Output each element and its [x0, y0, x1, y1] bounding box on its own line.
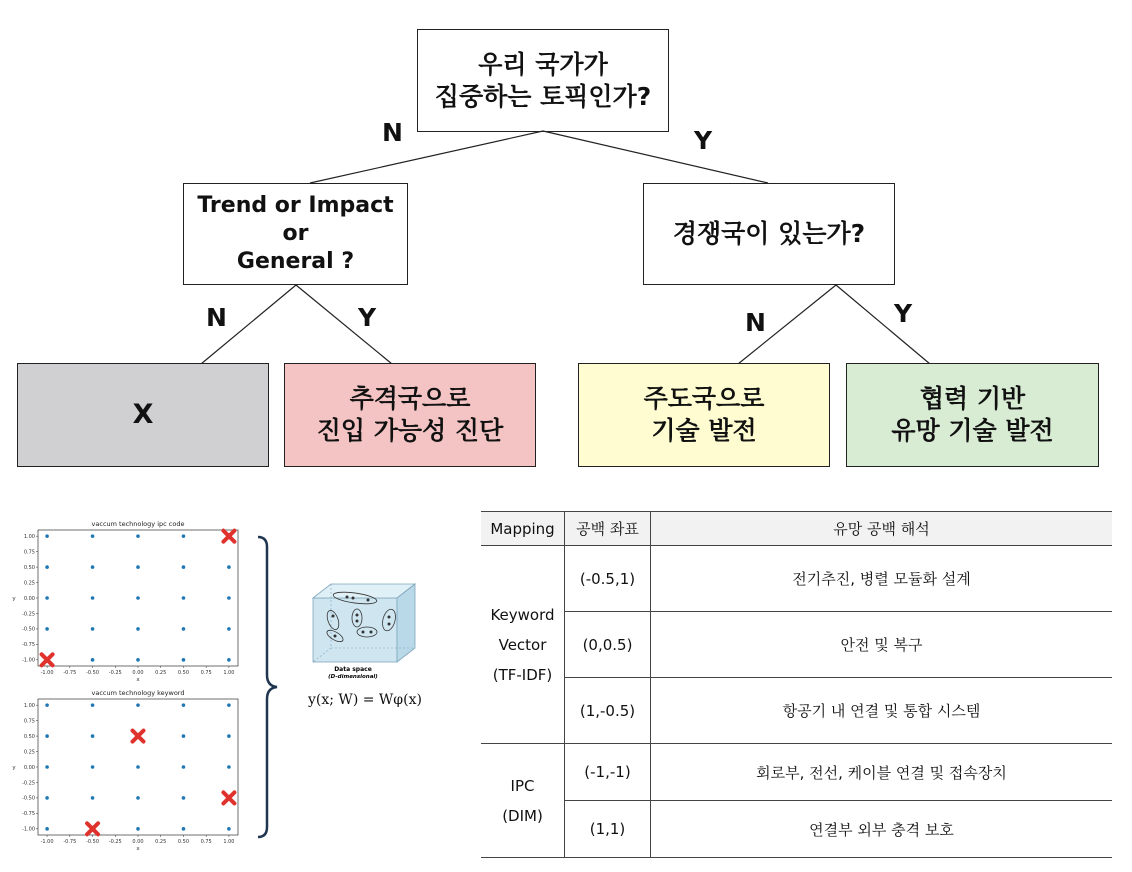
- x-tick-label: 0.75: [200, 839, 212, 845]
- data-point: [45, 765, 49, 769]
- x-tick-label: -1.00: [40, 670, 54, 676]
- data-point: [227, 703, 231, 707]
- cell-coordinate: (1,1): [565, 801, 651, 858]
- data-point: [182, 596, 186, 600]
- data-point: [91, 703, 95, 707]
- cube-subtitle: (D-dimensional): [328, 674, 378, 680]
- data-point: [182, 765, 186, 769]
- mapping-ipc: IPC (DIM): [481, 744, 565, 858]
- cube-title: Data space: [334, 666, 372, 673]
- data-point: [45, 796, 49, 800]
- data-point: [182, 658, 186, 662]
- header-mapping: Mapping: [481, 512, 565, 546]
- edge-right-leaf4: [836, 285, 930, 364]
- edge-root-right: [543, 131, 768, 183]
- leaf-leader: [578, 363, 830, 467]
- cell-coordinate: (0,0.5): [565, 612, 651, 678]
- data-point: [91, 534, 95, 538]
- header-interpretation: 유망 공백 해석: [651, 512, 1113, 546]
- data-point: [136, 827, 140, 831]
- data-point: [45, 534, 49, 538]
- trend-line1: Trend or Impact or: [197, 192, 394, 246]
- y-tick-label: -1.00: [22, 826, 35, 833]
- brace: [255, 535, 285, 840]
- y-tick-label: 0.00: [23, 595, 35, 602]
- y-tick-label: -0.25: [22, 611, 35, 618]
- edge-root-left: [310, 131, 543, 183]
- plot-title: vaccum technology keyword: [91, 689, 185, 697]
- x-tick-label: 1.00: [223, 839, 235, 845]
- data-point: [227, 765, 231, 769]
- x-tick-label: 0.50: [177, 839, 190, 845]
- x-tick-label: -0.25: [108, 839, 122, 845]
- x-tick-label: -0.50: [86, 839, 100, 845]
- table-row: [481, 744, 1112, 801]
- competitor-question-node: [643, 183, 895, 285]
- cell-coordinate: (-1,-1): [565, 744, 651, 801]
- leaf-chaser: [284, 363, 536, 467]
- data-point: [182, 703, 186, 707]
- y-tick-label: 0.50: [23, 564, 35, 571]
- x-tick-label: 0.00: [132, 670, 144, 676]
- data-point: [45, 827, 49, 831]
- ipc-code-scatter-plot: [10, 517, 248, 685]
- data-point: [182, 734, 186, 738]
- y-tick-label: 0.75: [23, 549, 35, 556]
- x-tick-label: 0.75: [200, 670, 212, 676]
- table-row: [481, 546, 1112, 612]
- table-row: [481, 801, 1112, 858]
- trend-line2: General ?: [236, 249, 355, 275]
- data-point: [45, 627, 49, 631]
- data-point: [227, 658, 231, 662]
- x-tick-label: 1.00: [223, 670, 235, 676]
- cell-coordinate: (1,-0.5): [565, 678, 651, 744]
- data-point: [45, 565, 49, 569]
- plot-title: vaccum technology ipc code: [91, 520, 185, 528]
- y-tick-label: 1.00: [23, 533, 35, 540]
- x-tick-label: 0.00: [132, 839, 144, 845]
- data-point: [182, 796, 186, 800]
- data-point: [227, 596, 231, 600]
- y-tick-label: 1.00: [23, 702, 35, 709]
- x-tick-label: 0.50: [177, 670, 190, 676]
- trend-question-node: [183, 183, 408, 285]
- y-axis-label: y: [12, 765, 16, 771]
- data-point: [91, 658, 95, 662]
- x-tick-label: -1.00: [40, 839, 54, 845]
- x-tick-label: -0.25: [108, 670, 122, 676]
- leaf-coop-line1: 협력 기반: [919, 384, 1026, 413]
- edge-label-left-y: Y: [358, 303, 377, 332]
- y-tick-label: -0.50: [22, 795, 35, 802]
- edge-left-leaf2: [296, 285, 392, 364]
- data-point: [136, 796, 140, 800]
- data-point: [182, 627, 186, 631]
- table-row: [481, 678, 1112, 744]
- leaf-cooperation: [846, 363, 1099, 467]
- table-row: [481, 612, 1112, 678]
- table-header-row: [481, 512, 1112, 546]
- data-point: [91, 734, 95, 738]
- data-space-cube: [305, 580, 425, 680]
- y-tick-label: -0.75: [22, 642, 35, 649]
- edge-label-root-y: Y: [694, 126, 713, 155]
- data-point: [45, 596, 49, 600]
- mapping-keyword-vector: Keyword Vector (TF-IDF): [481, 546, 565, 744]
- x-tick-label: -0.75: [63, 839, 77, 845]
- data-point: [91, 765, 95, 769]
- leaf-leader-line2: 기술 발전: [651, 416, 757, 445]
- data-point: [45, 703, 49, 707]
- root-line1: 우리 국가가: [478, 49, 608, 79]
- y-tick-label: -1.00: [22, 657, 35, 664]
- y-tick-label: -0.50: [22, 626, 35, 633]
- data-point: [45, 734, 49, 738]
- keyword-scatter-plot: [10, 686, 248, 854]
- leaf-x-text: X: [132, 398, 154, 430]
- data-point: [182, 827, 186, 831]
- leaf-chaser-line1: 추격국으로: [349, 384, 471, 413]
- leaf-x: [17, 363, 269, 467]
- root-line2: 집중하는 토픽인가?: [434, 81, 652, 111]
- cell-interpretation: 항공기 내 연결 및 통합 시스템: [651, 678, 1113, 744]
- y-tick-label: -0.75: [22, 811, 35, 818]
- header-coordinate: 공백 좌표: [565, 512, 651, 546]
- data-point: [227, 827, 231, 831]
- cell-coordinate: (-0.5,1): [565, 546, 651, 612]
- y-tick-label: 0.25: [23, 749, 35, 756]
- x-tick-label: -0.50: [86, 670, 100, 676]
- data-point: [136, 565, 140, 569]
- edge-label-root-n: N: [382, 118, 403, 147]
- edge-label-right-y: Y: [894, 299, 913, 328]
- cell-interpretation: 안전 및 복구: [651, 612, 1113, 678]
- x-tick-label: 0.25: [155, 670, 167, 676]
- data-point: [91, 627, 95, 631]
- cube-side: [397, 584, 415, 662]
- cell-interpretation: 전기추진, 병렬 모듈화 설계: [651, 546, 1113, 612]
- y-tick-label: 0.00: [23, 764, 35, 771]
- data-point: [136, 765, 140, 769]
- data-point: [136, 703, 140, 707]
- x-axis-label: x: [136, 846, 140, 852]
- gap-interpretation-table: [481, 511, 1112, 858]
- data-point: [136, 596, 140, 600]
- y-tick-label: 0.50: [23, 733, 35, 740]
- leaf-chaser-line2: 진입 가능성 진단: [316, 416, 504, 445]
- data-point: [91, 596, 95, 600]
- cell-interpretation: 회로부, 전선, 케이블 연결 및 접속장치: [651, 744, 1113, 801]
- data-point: [91, 796, 95, 800]
- root-question-node: [417, 29, 669, 132]
- data-point: [227, 734, 231, 738]
- data-point: [91, 565, 95, 569]
- leaf-coop-line2: 유망 기술 발전: [891, 416, 1054, 445]
- competitor-text: 경쟁국이 있는가?: [672, 219, 866, 248]
- formula: y(x; W) = Wφ(x): [308, 692, 422, 708]
- data-point: [136, 658, 140, 662]
- edge-label-right-n: N: [745, 308, 766, 337]
- x-axis-label: x: [136, 677, 140, 683]
- y-tick-label: -0.25: [22, 780, 35, 787]
- y-tick-label: 0.25: [23, 580, 35, 587]
- data-point: [182, 565, 186, 569]
- data-point: [227, 565, 231, 569]
- leaf-leader-line1: 주도국으로: [643, 384, 765, 413]
- data-point: [136, 534, 140, 538]
- x-tick-label: 0.25: [155, 839, 167, 845]
- edge-label-left-n: N: [206, 303, 227, 332]
- cell-interpretation: 연결부 외부 충격 보호: [651, 801, 1113, 858]
- data-point: [136, 627, 140, 631]
- y-axis-label: y: [12, 596, 16, 602]
- y-tick-label: 0.75: [23, 718, 35, 725]
- x-tick-label: -0.75: [63, 670, 77, 676]
- data-point: [227, 627, 231, 631]
- data-point: [182, 534, 186, 538]
